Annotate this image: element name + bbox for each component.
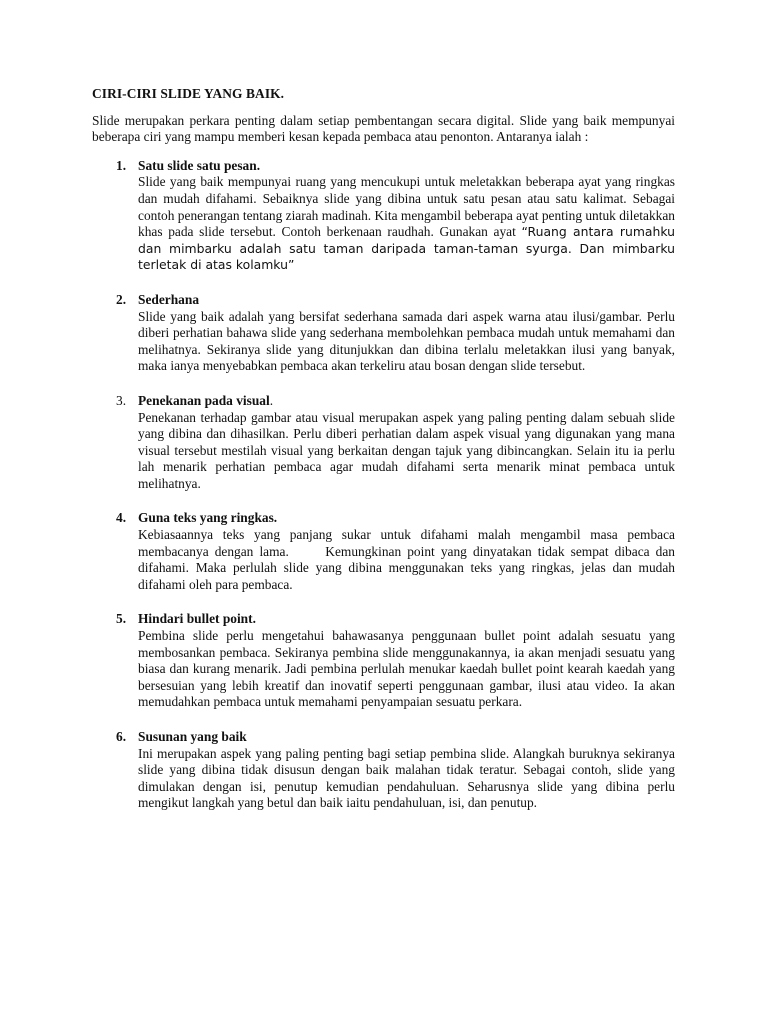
item-body: Slide yang baik adalah yang bersifat sederhana samada dari aspek warna atau ilusi/gambar. Perlu diberi perhatian bahawa slide yang sederhana membolehkan pembaca mudah untuk memahami dan melihatnya. Sekiranya slide yang ditunjukkan dan dibina terlalu meletakkan ilusi yang banyak, maka ianya menyebabkan pembaca akan terkeliru atau bosan dengan slide tersebut. [138,308,675,374]
item-heading: Guna teks yang ringkas. [138,510,278,526]
criteria-list [92,157,679,812]
item-heading: Hindari bullet point. [138,611,256,627]
item-heading: Penekanan pada visual [138,392,270,408]
item-number: 6. [116,729,127,744]
item-heading: Susunan yang baik [138,729,247,744]
document-page [92,86,679,830]
list-item [92,158,675,274]
item-number: 3. [116,392,127,408]
item-body: Kebiasaannya teks yang panjang sukar untuk difahami malah mengambil masa pembaca membacanya dengan lama. Kemungkinan point yang dinyatakan tidak sempat dibaca dan difahami. Maka perlulah slide yang dibina menggunakan teks yang ringkas, jelas dan mudah difahami oleh para pembaca. [138,527,679,592]
item-number: 5. [116,611,127,627]
item-number: 4. [116,510,127,526]
item-body-text: Slide yang baik mempunyai ruang yang mencukupi untuk meletakkan beberapa ayat yang ringkas dan mudah difahami. Sebaiknya slide yang dibina untuk satu pesan atau satu kalimat. Sebagai contoh penerangan tentang ziarah madinah. Kita mengambil beberapa ayat penting untuk diletakkan khas pada slide tersebut. Contoh berkenaan raudhah. Gunakan ayat [138,174,675,240]
item-heading: Satu slide satu pesan. [138,157,261,173]
item-body [138,174,675,274]
item-body: Ini merupakan aspek yang paling penting bagi setiap pembina slide. Alangkah buruknya sekiranya slide yang dibina tidak disusun dengan baik malahan tidak teratur. Sebagai contoh, slide yang dimulakan dengan isi, penutup kemudian pendahuluan. Seharusnya slide yang dibina perlu mengikut langkah yang betul dan baik iaitu pendahuluan, isi, dan penutup. [138,745,675,811]
list-item [92,611,675,711]
list-item [92,292,675,375]
list-item [92,393,675,493]
list-item [92,729,675,812]
item-number: 2. [116,291,127,307]
item-heading: Sederhana [138,291,200,307]
intro-paragraph: Slide merupakan perkara penting dalam setiap pembentangan secara digital. Slide yang baik mempunyai beberapa ciri yang mampu memberi kesan kepada pembaca atau penonton. Antaranya ialah : [92,112,675,145]
item-body: Pembina slide perlu mengetahui bahawasanya penggunaan bullet point adalah sesuatu yang membosankan pembaca. Sekiranya pembina slide menggunakannya, ia akan menjadi sesuatu yang biasa dan kurang menarik. Jadi pembina perlulah menukar kaedah bullet point kearah kaedah yang bersesuian yang lebih kreatif dan inovatif seperti penggunaan gambar, ilusi atau video. Ia akan memudahkan pembaca untuk memahami penyampaian sesuatu perkara. [138,628,675,710]
item-heading-suffix: . [269,392,274,408]
item-number: 1. [116,157,127,173]
list-item [92,510,679,593]
item-body-quote: “Ruang antara rumahku dan mimbarku adalah satu taman daripada taman-taman syurga. Dan mimbarku terletak di atas kolamku” [138,224,676,273]
item-body: Penekanan terhadap gambar atau visual merupakan aspek yang paling penting dalam sebuah slide yang dibina dan dihasilkan. Perlu diberi perhatian dalam aspek visual yang digunakan yang mana visual tersebut mestilah visual yang berkaitan dengan tajuk yang dibincangkan. Selain itu ia perlu lah menarik perhatian pembaca agar mudah difahami serta menarik minat pembaca untuk melihatnya. [138,409,675,491]
document-title: CIRI-CIRI SLIDE YANG BAIK. [92,86,285,101]
